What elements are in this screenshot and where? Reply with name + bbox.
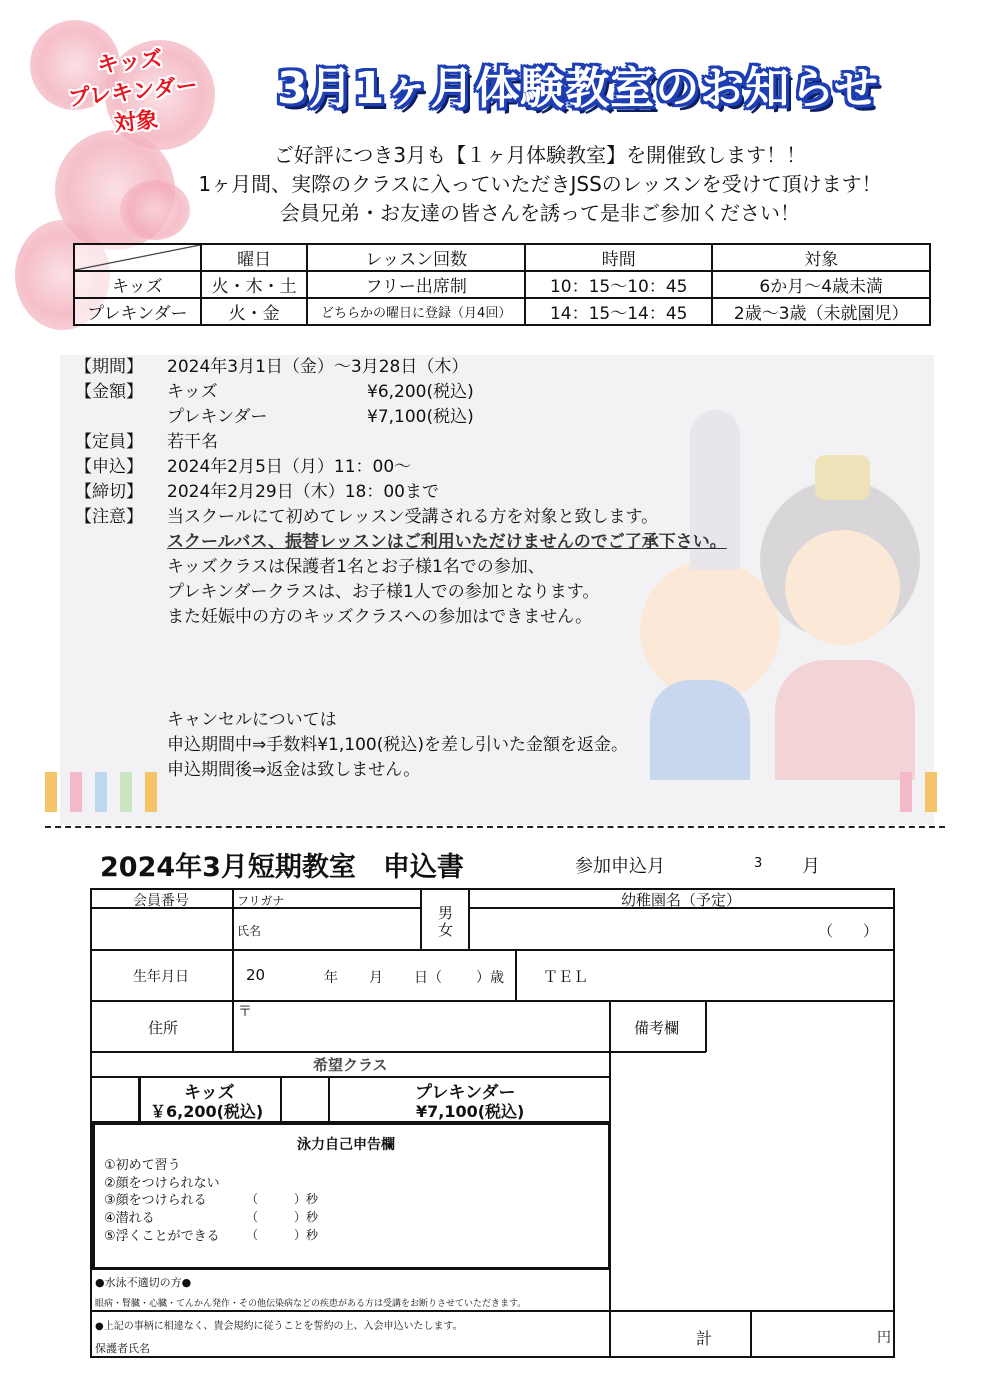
gender-male[interactable]: 男 — [438, 904, 454, 922]
note-line: プレキンダークラスは、お子様1人での参加となります。 — [167, 582, 600, 602]
swim-item[interactable]: ③顔をつけられる — [104, 1193, 207, 1208]
table-cell: プレキンダー — [74, 298, 201, 325]
table-cell: キッズ — [74, 271, 201, 298]
capacity-value: 若干名 — [167, 432, 218, 452]
swim-item[interactable]: ⑤浮くことができる — [104, 1229, 220, 1244]
class-pre-label: プレキンダー — [415, 1083, 516, 1103]
tel-field[interactable] — [590, 955, 890, 995]
period-label: 【期間】 — [75, 357, 143, 377]
stripe-decoration — [900, 772, 912, 812]
birth-month-unit: 月 — [369, 970, 383, 986]
gender-female[interactable]: 女 — [438, 921, 454, 939]
table-row — [74, 271, 930, 298]
table-header: 時間 — [525, 244, 713, 271]
tel-label: ＴＥＬ — [543, 968, 589, 986]
table-cell: 10：15～10：45 — [525, 271, 713, 298]
table-cell: 14：15～14：45 — [525, 298, 713, 325]
class-pre-price: ¥7,100(税込) — [416, 1102, 525, 1121]
badge-line: プレキンダー — [66, 73, 199, 112]
hina-doll-decoration — [785, 530, 900, 645]
unsuitable-text: 眼病・腎臓・心臓・てんかん発作・その他伝染病などの疾患がある方は受講をお断りさせていただきます。 — [95, 1299, 527, 1309]
fee-label: 【金額】 — [75, 382, 143, 402]
kids-checkbox[interactable] — [93, 1080, 135, 1118]
table-cell: 6か月～4歳未満 — [712, 271, 930, 298]
hina-doll-decoration — [775, 660, 915, 780]
intro-line: ご好評につき3月も【１ヶ月体験教室】を開催致します！！ — [273, 143, 807, 167]
yen-unit: 円 — [877, 1330, 891, 1346]
postal-mark: 〒 — [238, 1004, 252, 1020]
member-number-label: 会員番号 — [133, 893, 189, 909]
cut-line — [45, 826, 945, 828]
cancel-line: 申込期間中⇒手数料¥1,100(税込)を差し引いた金額を返金。 — [167, 735, 628, 755]
target-badge — [54, 40, 213, 145]
schedule-table — [73, 243, 931, 326]
class-kids-price: ￥6,200(税込) — [150, 1102, 264, 1121]
class-kids-label: キッズ — [184, 1083, 235, 1103]
address-field[interactable] — [250, 1005, 605, 1047]
table-header: 曜日 — [201, 244, 308, 271]
period-value: 2024年3月1日（金）～3月28日（木） — [167, 357, 469, 377]
page-title: 3月1ヶ月体験教室のお知らせ — [277, 63, 879, 114]
total-label: 計 — [696, 1329, 713, 1348]
kindergarten-paren[interactable]: （ ） — [818, 922, 879, 940]
note-line: 当スクールにて初めてレッスン受講される方を対象と致します。 — [167, 507, 659, 527]
furigana-label: フリガナ — [237, 894, 285, 908]
fee-kids-price: ¥6,200(税込) — [367, 382, 474, 402]
capacity-label: 【定員】 — [75, 432, 143, 452]
name-label: 氏名 — [237, 924, 262, 938]
fee-pre-price: ¥7,100(税込) — [367, 407, 474, 427]
note-line: キッズクラスは保護者1名とお子様1名での参加、 — [167, 557, 545, 577]
cancel-line: キャンセルについては — [167, 710, 337, 730]
swim-item[interactable]: ①初めて習う — [104, 1158, 181, 1173]
kindergarten-label: 幼稚園名（予定） — [621, 891, 742, 909]
cancel-line: 申込期間後⇒返金は致しません。 — [167, 760, 421, 780]
birth-label: 生年月日 — [133, 969, 189, 985]
form-title: 2024年3月短期教室 申込書 — [100, 852, 464, 883]
deadline-value: 2024年2月29日（木）18：00まで — [167, 482, 439, 502]
remarks-label: 備考欄 — [634, 1019, 680, 1037]
note-line: また妊娠中の方のキッズクラスへの参加はできません。 — [167, 607, 593, 627]
table-header: 対象 — [712, 244, 930, 271]
table-cell: 2歳～3歳（未就園児） — [712, 298, 930, 325]
notes-label: 【注意】 — [75, 507, 143, 527]
stripe-decoration — [925, 772, 937, 812]
seconds-field[interactable]: （ ）秒 — [246, 1228, 319, 1242]
unsuitable-title: ●水泳不適切の方● — [95, 1276, 192, 1289]
swim-item[interactable]: ④潜れる — [104, 1211, 155, 1226]
age-unit: ）歳 — [476, 970, 504, 986]
fee-pre-name: プレキンダー — [167, 407, 268, 427]
address-label: 住所 — [148, 1019, 179, 1037]
swim-title: 泳力自己申告欄 — [297, 1137, 395, 1153]
table-cell: 火・金 — [201, 298, 308, 325]
fee-kids-name: キッズ — [167, 382, 218, 402]
table-row — [74, 298, 930, 325]
crown-decoration — [815, 455, 870, 500]
intro-line: 1ヶ月間、実際のクラスに入っていただきJSSのレッスンを受けて頂けます！ — [198, 172, 882, 196]
seconds-field[interactable]: （ ）秒 — [246, 1210, 319, 1224]
member-number-field[interactable] — [92, 910, 230, 948]
deadline-label: 【締切】 — [75, 482, 143, 502]
table-cell: フリー出席制 — [307, 271, 524, 298]
seconds-field[interactable]: （ ）秒 — [246, 1192, 319, 1206]
intro-line: 会員兄弟・お友達の皆さんを誘って是非ご参加ください！ — [280, 201, 800, 225]
badge-line: 対象 — [112, 107, 160, 138]
table-corner-cell — [74, 244, 201, 271]
total-field[interactable] — [755, 1315, 870, 1353]
swim-item[interactable]: ②顔をつけられない — [104, 1176, 220, 1191]
month-unit: 月 — [802, 856, 820, 877]
pledge-text: ●上記の事柄に相違なく、貴会規約に従うことを誓約の上、入会申込いたします。 — [95, 1321, 463, 1332]
info-section — [75, 355, 727, 783]
table-cell: 火・木・土 — [201, 271, 308, 298]
stripe-decoration — [45, 772, 57, 812]
badge-line: キッズ — [95, 46, 164, 79]
birth-century: 20 — [246, 966, 266, 984]
month-value: 3 — [754, 856, 763, 871]
birth-year-unit: 年 — [324, 970, 338, 986]
name-field[interactable] — [275, 910, 418, 948]
month-label: 参加申込月 — [575, 856, 665, 877]
birth-day-unit: 日（ — [414, 970, 442, 986]
prekinder-checkbox[interactable] — [284, 1080, 326, 1118]
guardian-name-field[interactable] — [160, 1335, 600, 1355]
table-header: レッスン回数 — [307, 244, 524, 271]
remarks-field[interactable] — [712, 1005, 890, 1305]
guardian-label: 保護者氏名 — [95, 1342, 150, 1355]
class-header: 希望クラス — [313, 1056, 388, 1074]
warning-note: スクールバス、振替レッスンはご利用いただけませんのでご了承下さい。 — [167, 532, 727, 552]
apply-label: 【申込】 — [75, 457, 143, 477]
apply-value: 2024年2月5日（月）11：00～ — [167, 457, 412, 477]
table-cell: どちらかの曜日に登録（月4回） — [307, 298, 524, 325]
birth-date-field[interactable] — [270, 955, 510, 995]
table-header-row — [74, 244, 930, 271]
